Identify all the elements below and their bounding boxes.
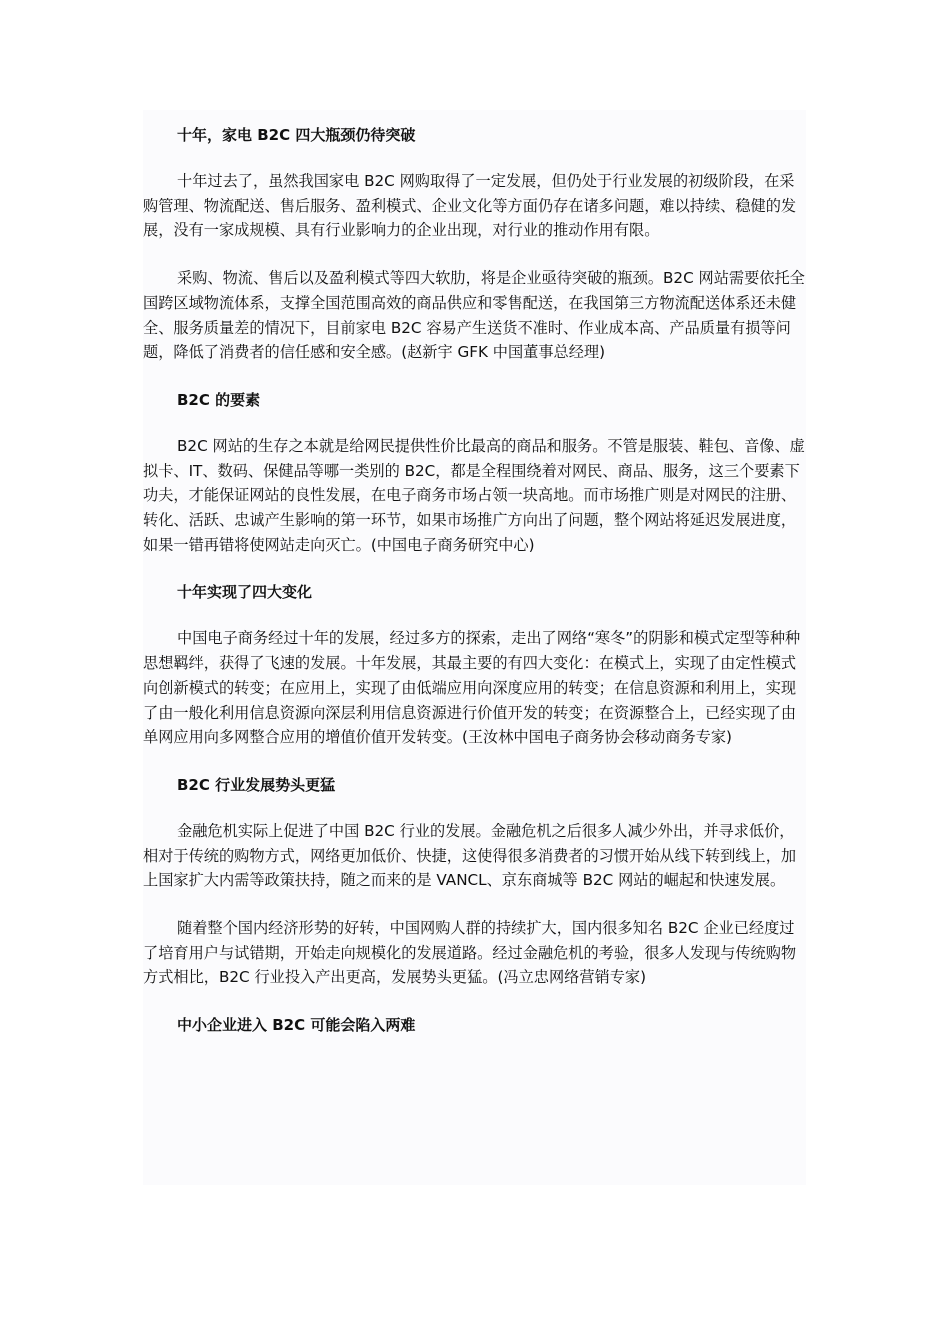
paragraph: B2C 网站的生存之本就是给网民提供性价比最高的商品和服务。不管是服装、鞋包、音像、虚拟卡、IT、数码、保健品等哪一类别的 B2C，都是全程围绕着对网民、商品、服务，这三个要素下功夫，才能保证网站的良性发展，在电子商务市场占领一块高地。而市场推广则是对网民的注册、转化、活跃、忠诚产生影响的第一环节，如果市场推广方向出了问题，整个网站将延迟发展进度，如果一错再错将使网站走向灭亡。(中国电子商务研究中心) bbox=[143, 436, 805, 554]
paragraph: 金融危机实际上促进了中国 B2C 行业的发展。金融危机之后很多人减少外出，并寻求低价，相对于传统的购物方式，网络更加低价、快捷，这使得很多消费者的习惯开始从线下转到线上，加上国家扩大内需等政策扶持，随之而来的是 VANCL、京东商城等 B2C 网站的崛起和快速发展。 bbox=[143, 821, 797, 890]
section-heading-bottlenecks: 十年，家电 B2C 四大瓶颈仍待突破 bbox=[177, 126, 416, 144]
paragraph: 中国电子商务经过十年的发展，经过多方的探索，走出了网络“寒冬”的阴影和模式定型等种种思想羁绊，获得了飞速的发展。十年发展，其最主要的有四大变化：在模式上，实现了由定性模式向创新模式的转变；在应用上，实现了由低端应用向深度应用的转变；在信息资源和利用上，实现了由一般化利用信息资源向深层利用信息资源进行价值开发的转变；在资源整合上，已经实现了由单网应用向多网整合应用的增值价值开发转变。(王汝林中国电子商务协会移动商务专家) bbox=[143, 629, 801, 747]
section-heading-changes: 十年实现了四大变化 bbox=[177, 583, 313, 602]
section-heading-elements: B2C 的要素 bbox=[177, 390, 261, 409]
article-body bbox=[143, 110, 806, 1185]
paragraph: 随着整个国内经济形势的好转，中国网购人群的持续扩大，国内很多知名 B2C 企业已经度过了培育用户与试错期，开始走向规模化的发展道路。经过金融危机的考验，很多人发现与传统购物方式相比，B2C 行业投入产出更高，发展势头更猛。(冯立忠网络营销专家) bbox=[143, 919, 797, 987]
section-heading-momentum: B2C 行业发展势头更猛 bbox=[177, 775, 336, 794]
section-heading-sme-dilemma: 中小企业进入 B2C 可能会陷入两难 bbox=[177, 1016, 416, 1035]
paragraph: 采购、物流、售后以及盈利模式等四大软肋，将是企业亟待突破的瓶颈。B2C 网站需要依托全国跨区域物流体系，支撑全国范围高效的商品供应和零售配送，在我国第三方物流配送体系还未健全、服务质量差的情况下，目前家电 B2C 容易产生送货不准时、作业成本高、产品质量有损等问题，降低了消费者的信任感和安全感。(赵新宇 GFK 中国董事总经理) bbox=[143, 269, 805, 362]
paragraph: 十年过去了，虽然我国家电 B2C 网购取得了一定发展，但仍处于行业发展的初级阶段，在采购管理、物流配送、售后服务、盈利模式、企业文化等方面仍存在诸多问题，难以持续、稳健的发展，没有一家成规模、具有行业影响力的企业出现，对行业的推动作用有限。 bbox=[143, 172, 797, 240]
